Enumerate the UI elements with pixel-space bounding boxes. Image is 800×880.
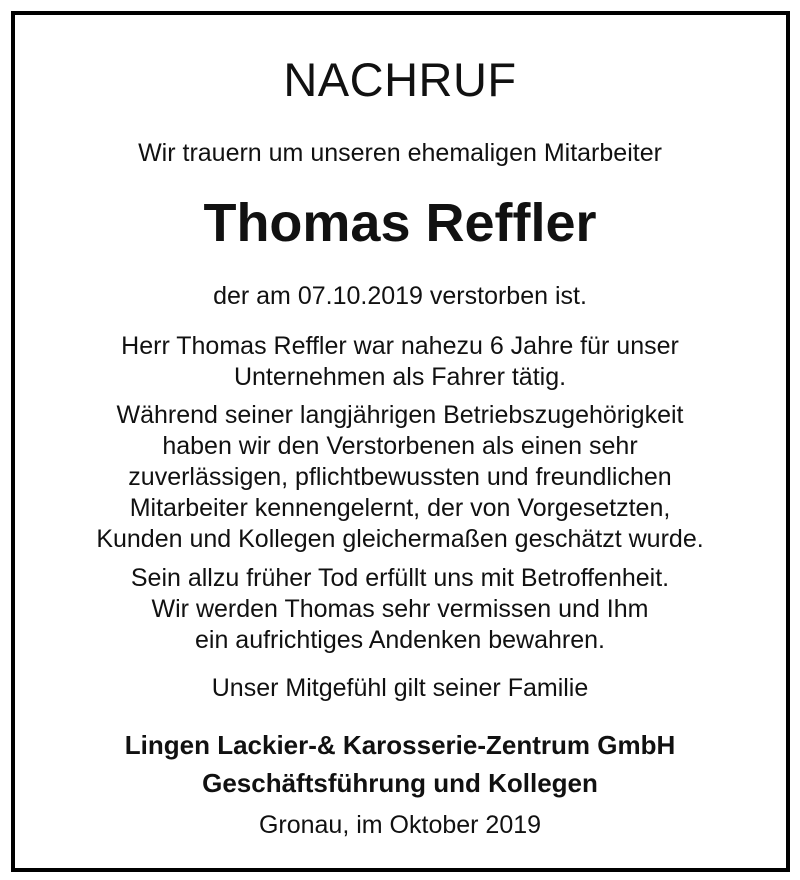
paragraph-tenure (0, 331, 800, 393)
paragraph-line: Wir werden Thomas sehr vermissen und Ihm (151, 595, 649, 623)
place-date: Gronau, im Oktober 2019 (258, 811, 542, 839)
paragraph-line: Herr Thomas Reffler war nahezu 6 Jahre für unser (121, 332, 679, 360)
obituary-title: NACHRUF (283, 53, 517, 106)
intro-text: Wir trauern um unseren ehemaligen Mitarbeiter (138, 139, 662, 167)
death-date-line: der am 07.10.2019 verstorben ist. (213, 282, 587, 310)
paragraph-line: zuverlässigen, pflichtbewussten und freundlichen (128, 463, 672, 491)
paragraph-line: haben wir den Verstorbenen als einen sehr (162, 432, 638, 460)
paragraph-line: Sein allzu früher Tod erfüllt uns mit Betroffenheit. (130, 564, 670, 592)
paragraph-line: Unternehmen als Fahrer tätig. (233, 363, 567, 391)
paragraph-line: Während seiner langjährigen Betriebszugehörigkeit (116, 401, 684, 429)
company-name: Lingen Lackier-& Karosserie-Zentrum GmbH (124, 730, 676, 760)
sympathy-line: Unser Mitgefühl gilt seiner Familie (211, 674, 589, 702)
paragraph-line: ein aufrichtiges Andenken bewahren. (194, 626, 605, 654)
paragraph-line: Mitarbeiter kennengelernt, der von Vorgesetzten, (129, 494, 671, 522)
paragraph-line: Kunden und Kollegen gleichermaßen geschätzt wurde. (96, 525, 704, 553)
paragraph-appreciation (0, 400, 800, 555)
management-line: Geschäftsführung und Kollegen (202, 768, 598, 798)
paragraph-farewell (0, 563, 800, 656)
deceased-name: Thomas Reffler (203, 193, 597, 253)
